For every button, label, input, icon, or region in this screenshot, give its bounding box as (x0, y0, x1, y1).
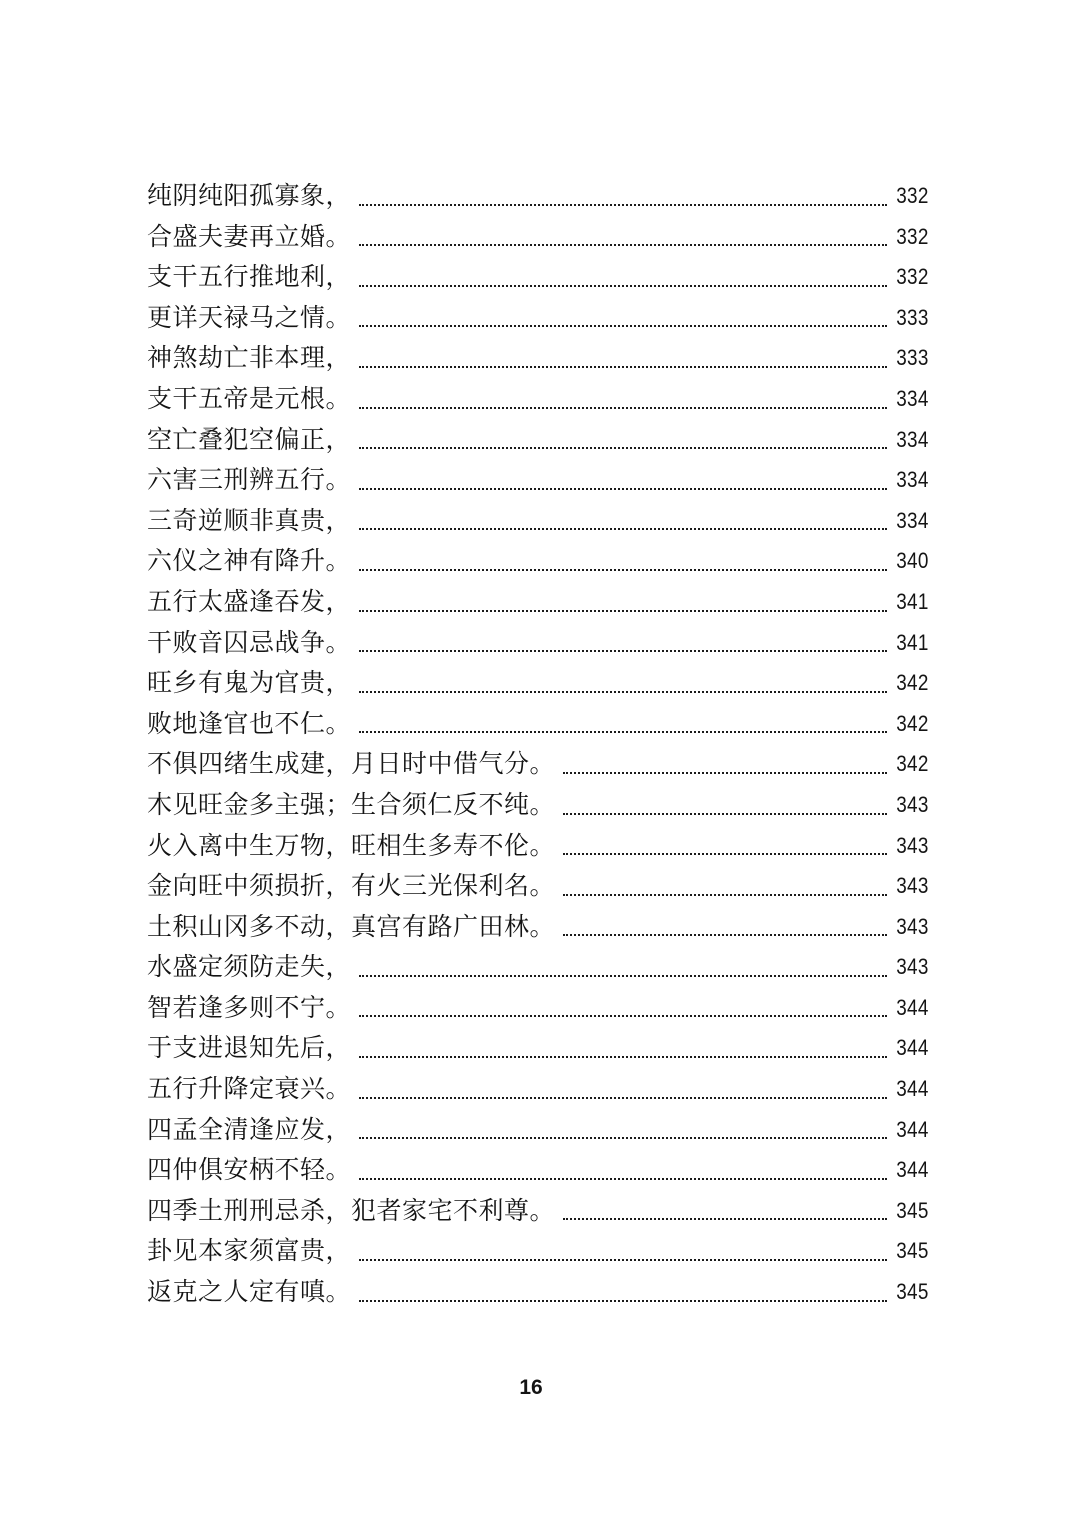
table-of-contents (147, 176, 929, 1313)
dot-leader (359, 650, 887, 652)
toc-entry-page: 343 (896, 913, 929, 939)
dot-leader (359, 407, 887, 409)
toc-entry-title: 败地逢官也不仁。 (147, 708, 352, 738)
toc-entry (147, 623, 929, 664)
toc-entry-page: 345 (896, 1279, 929, 1305)
toc-entry-title: 火入离中生万物，旺相生多寿不伦。 (147, 830, 556, 860)
toc-entry-page: 345 (896, 1238, 929, 1264)
toc-entry-title: 金向旺中须损折，有火三光保利名。 (147, 871, 556, 901)
toc-entry-page: 343 (896, 954, 929, 980)
dot-leader (359, 244, 887, 246)
toc-entry-title: 水盛定须防走失， (147, 952, 352, 982)
toc-entry-page: 332 (896, 223, 929, 249)
toc-entry-title: 木见旺金多主强；生合须仁反不纯。 (147, 789, 556, 819)
toc-entry-title: 不俱四绪生成建，月日时中借气分。 (147, 749, 556, 779)
toc-entry-page: 344 (896, 1157, 929, 1183)
toc-entry-title: 于支进退知先后， (147, 1033, 352, 1063)
toc-entry-title: 更详天禄马之情。 (147, 302, 352, 332)
toc-entry-page: 344 (896, 994, 929, 1020)
toc-entry (147, 541, 929, 582)
dot-leader (359, 1097, 887, 1099)
dot-leader (563, 1218, 887, 1220)
toc-entry-page: 334 (896, 507, 929, 533)
toc-entry (147, 582, 929, 623)
dot-leader (359, 204, 887, 206)
toc-entry-page: 332 (896, 264, 929, 290)
toc-entry-page: 334 (896, 426, 929, 452)
toc-entry-page: 343 (896, 873, 929, 899)
toc-entry (147, 704, 929, 745)
dot-leader (359, 1300, 887, 1302)
dot-leader (563, 934, 887, 936)
toc-entry-title: 六害三刑辨五行。 (147, 465, 352, 495)
dot-leader (359, 528, 887, 530)
toc-entry-title: 合盛夫妻再立婚。 (147, 221, 352, 251)
toc-entry-title: 支干五帝是元根。 (147, 383, 352, 413)
dot-leader (563, 853, 887, 855)
toc-entry (147, 420, 929, 461)
toc-entry (147, 907, 929, 948)
toc-entry (147, 1231, 929, 1272)
dot-leader (359, 1259, 887, 1261)
toc-entry-page: 342 (896, 710, 929, 736)
toc-entry (147, 1272, 929, 1313)
dot-leader (359, 447, 887, 449)
dot-leader (359, 285, 887, 287)
toc-entry-title: 干败音囚忌战争。 (147, 627, 352, 657)
toc-entry (147, 1150, 929, 1191)
toc-entry-page: 332 (896, 183, 929, 208)
toc-entry-page: 343 (896, 832, 929, 858)
toc-entry-title: 五行太盛逢吞发， (147, 586, 352, 616)
dot-leader (563, 772, 887, 774)
toc-entry (147, 785, 929, 826)
toc-entry-page: 343 (896, 791, 929, 817)
toc-entry (147, 217, 929, 258)
dot-leader (359, 610, 887, 612)
toc-entry-title: 空亡叠犯空偏正， (147, 424, 352, 454)
toc-entry-title: 卦见本家须富贵， (147, 1236, 352, 1266)
dot-leader (359, 975, 887, 977)
dot-leader (359, 731, 887, 733)
toc-entry (147, 501, 929, 542)
toc-entry-page: 334 (896, 467, 929, 493)
dot-leader (359, 1056, 887, 1058)
toc-entry-page: 333 (896, 304, 929, 330)
toc-entry-page: 341 (896, 629, 929, 655)
toc-entry (147, 1069, 929, 1110)
toc-entry-page: 344 (896, 1076, 929, 1102)
toc-entry-title: 智若逢多则不宁。 (147, 992, 352, 1022)
toc-entry-page: 342 (896, 670, 929, 696)
toc-entry-title: 四仲俱安柄不轻。 (147, 1155, 352, 1185)
toc-entry-title: 支干五行推地利， (147, 262, 352, 292)
toc-entry (147, 379, 929, 420)
dot-leader (359, 325, 887, 327)
dot-leader (359, 691, 887, 693)
toc-entry-title: 土积山冈多不动，真宫有路广田林。 (147, 911, 556, 941)
toc-entry-page: 345 (896, 1197, 929, 1223)
toc-entry (147, 298, 929, 339)
toc-entry-page: 344 (896, 1035, 929, 1061)
toc-entry-page: 340 (896, 548, 929, 574)
toc-entry-page: 344 (896, 1116, 929, 1142)
dot-leader (563, 894, 887, 896)
page-number: 16 (519, 1376, 543, 1399)
toc-entry-title: 五行升降定衰兴。 (147, 1074, 352, 1104)
toc-entry (147, 460, 929, 501)
toc-entry-page: 333 (896, 345, 929, 371)
dot-leader (359, 1178, 887, 1180)
toc-entry-title: 纯阴纯阳孤寡象， (147, 181, 352, 210)
toc-entry-page: 342 (896, 751, 929, 777)
toc-entry (147, 744, 929, 785)
toc-entry-title: 四季土刑刑忌杀，犯者家宅不利尊。 (147, 1195, 556, 1225)
toc-entry-title: 六仪之神有降升。 (147, 546, 352, 576)
toc-entry (147, 988, 929, 1029)
toc-entry (147, 176, 929, 217)
toc-entry-title: 三奇逆顺非真贵， (147, 505, 352, 535)
toc-entry (147, 826, 929, 867)
dot-leader (359, 366, 887, 368)
toc-entry (147, 257, 929, 298)
toc-entry-title: 四孟全清逢应发， (147, 1114, 352, 1144)
toc-entry-title: 旺乡有鬼为官贵， (147, 668, 352, 698)
toc-entry-title: 返克之人定有嗔。 (147, 1277, 352, 1307)
dot-leader (359, 488, 887, 490)
toc-entry (147, 1110, 929, 1151)
toc-entry (147, 1028, 929, 1069)
toc-entry (147, 947, 929, 988)
toc-entry-title: 神煞劫亡非本理， (147, 343, 352, 373)
dot-leader (359, 1137, 887, 1139)
toc-entry (147, 663, 929, 704)
dot-leader (359, 1015, 887, 1017)
dot-leader (563, 813, 887, 815)
toc-entry (147, 1191, 929, 1232)
dot-leader (359, 569, 887, 571)
toc-entry-page: 341 (896, 588, 929, 614)
toc-entry (147, 866, 929, 907)
toc-entry-page: 334 (896, 385, 929, 411)
toc-entry (147, 338, 929, 379)
